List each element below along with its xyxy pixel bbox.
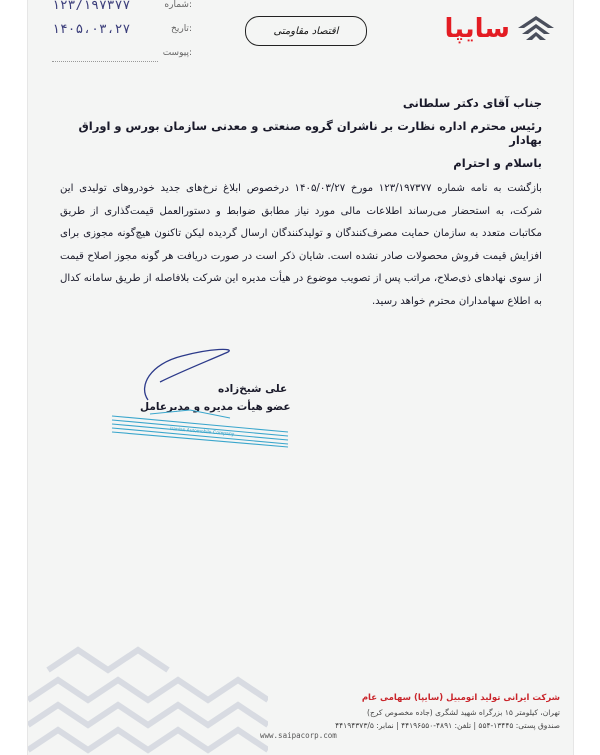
- letter-date: ۱۴۰۵،۰۳،۲۷: [52, 22, 131, 37]
- footer-website: www.saipacorp.com: [260, 731, 337, 740]
- number-row: [52, 0, 192, 20]
- attachment-row: [52, 48, 192, 68]
- footer-address: تهران، کیلومتر ۱۵ بزرگراه شهید لشگری (جاده مخصوص کرج): [367, 708, 560, 717]
- signer-title: عضو هیأت مدیره و مدیرعامل: [140, 401, 291, 413]
- number-label: شماره:: [164, 0, 192, 10]
- saipa-emblem-icon: [516, 14, 556, 44]
- letter-number: ۱۲۳/۱۹۷۳۷۷: [52, 0, 131, 13]
- letter-body: بازگشت به نامه شماره ۱۲۳/۱۹۷۳۷۷ مورخ ۱۴۰۵/۰۳/۲۷ درخصوص ابلاغ نرخ‌های جدید خودروهای تولیدی این شرکت، به استحضار می‌رساند اطلاعات مالی مورد نیاز مطابق ضوابط و دستورالعمل قیمت‌گذاری از طریق مکاتبات متعدد به سازمان حمایت مصرف‌کنندگان و تولیدکنندگان ارسال گردیده لیکن تاکنون هیچ‌گونه مجوزی برای افزایش قیمت فروش محصولات صادر نشده است. شایان ذکر است در صورت دریافت هر گونه مجوز اصلاح قیمت از سوی نهادهای ذی‌صلاح، مراتب پس از تصویب موضوع در هیأت مدیره این شرکت بلافاصله از طریق سامانه کدال به اطلاع سهامداران محترم خواهد رسید.: [60, 183, 542, 307]
- svg-text:Iranian Automobile Company: Iranian Automobile Company: [169, 426, 235, 438]
- greeting: باسلام و احترام: [453, 156, 542, 170]
- calligraphy-text: اقتصاد مقاومتی: [273, 25, 339, 37]
- footer-company-name: شرکت ایرانی تولید اتومبیل (سایپا) سهامی عام: [361, 693, 560, 703]
- signer-name: علی شیخ‌زاده: [218, 383, 288, 395]
- logo-text: سایپا: [444, 14, 510, 44]
- letter-footer: [160, 693, 560, 730]
- saipa-logo: [445, 14, 556, 44]
- attachment-line: [52, 61, 158, 62]
- letter-metadata: [52, 0, 192, 60]
- calligraphy-emblem: [245, 16, 367, 46]
- date-row: [52, 24, 192, 44]
- handwritten-signature: [120, 338, 280, 408]
- date-label: تاریخ:: [171, 24, 192, 34]
- attachment-label: پیوست:: [162, 48, 192, 58]
- recipient-name: جناب آقای دکتر سلطانی: [402, 96, 542, 110]
- recipient-title: رئیس محترم اداره نظارت بر ناشران گروه صنعتی و معدنی سازمان بورس و اوراق بهادار: [78, 119, 542, 147]
- footer-contacts: صندوق پستی: ۱۳۴۴۵-۵۵۴ | تلفن: ۴۸۹۱-۴۴۱۹۶۵۵۰ | نمابر: ۴۴۱۹۴۳۷۳/۵: [335, 721, 560, 730]
- company-stamp-icon: [110, 408, 290, 448]
